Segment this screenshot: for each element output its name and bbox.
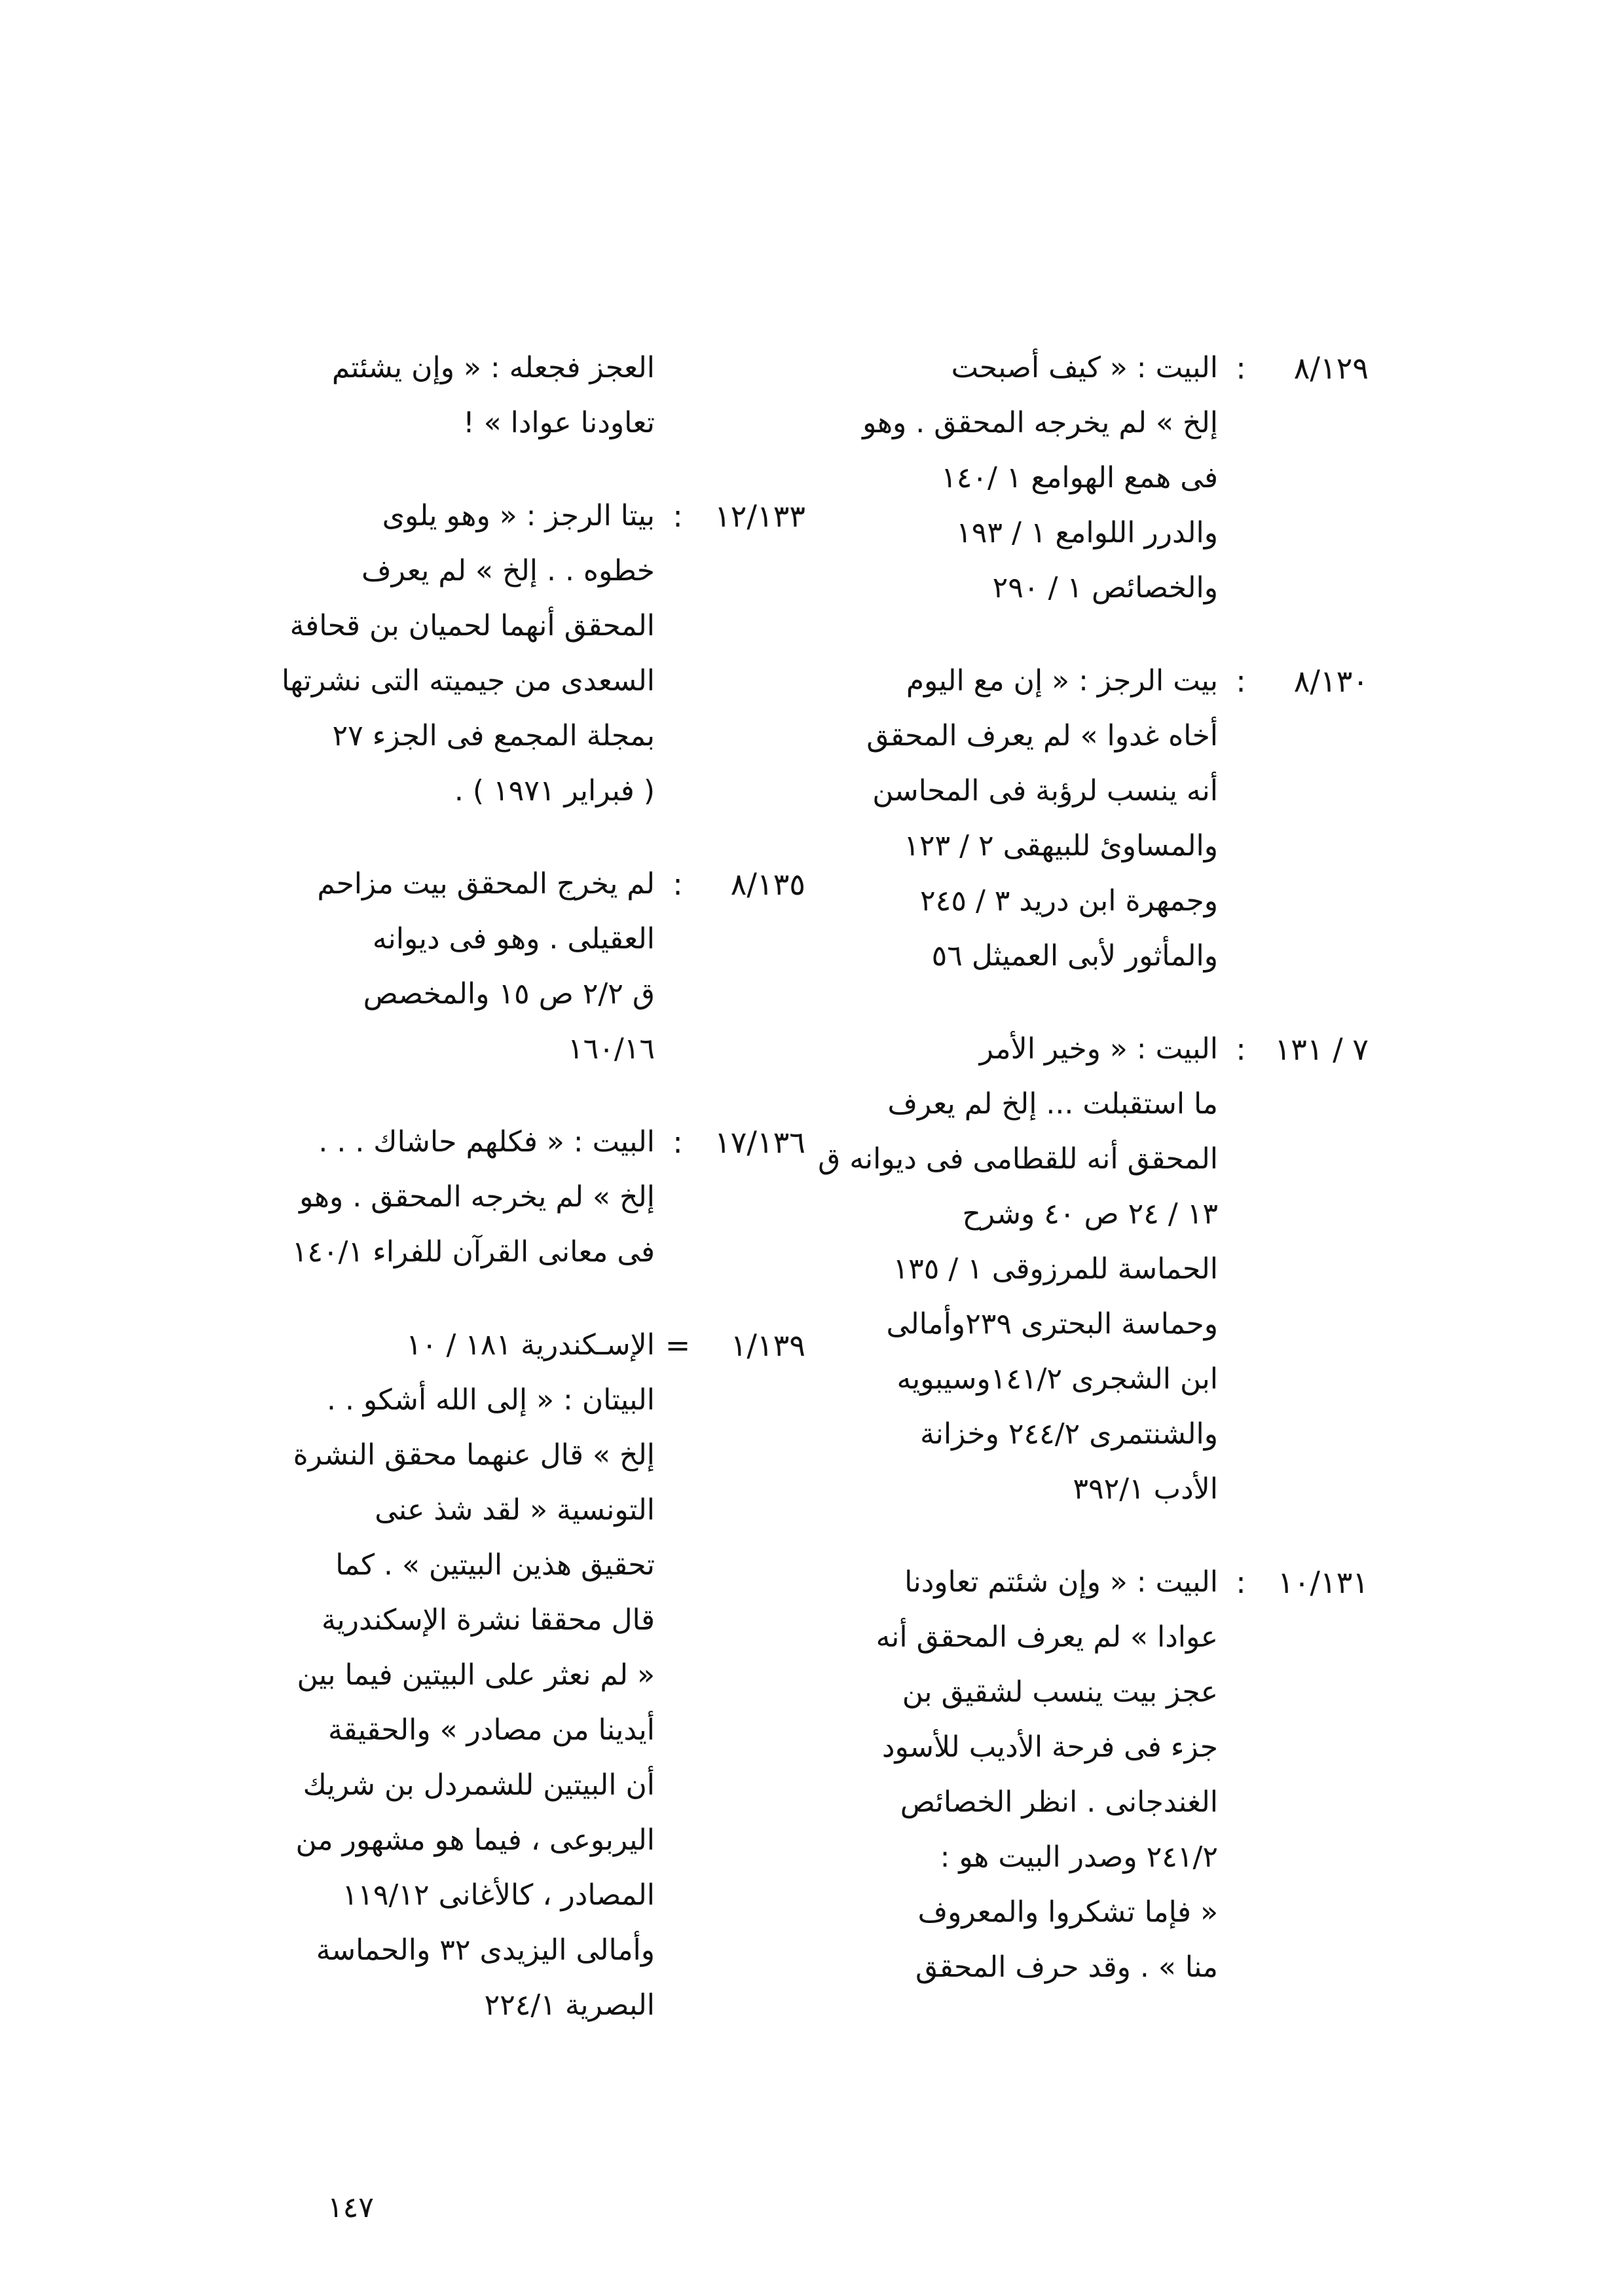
text-line: منا » . وقد حرف المحقق — [915, 1950, 1218, 1984]
text-line: البيت : « وإن شئتم تعاودنا — [904, 1565, 1218, 1599]
note-entry — [229, 489, 805, 819]
note-entry — [229, 857, 805, 1077]
entry-separator: : — [1236, 1565, 1246, 1600]
entry-reference: ٨/١٣٠ — [1293, 663, 1369, 699]
note-entry — [229, 1318, 805, 2033]
text-line: وحماسة البحترى ٢٣٩وأمالى — [886, 1307, 1218, 1341]
entry-reference: ١٢/١٣٣ — [714, 498, 805, 534]
text-line: والدرر اللوامع ١ / ١٩٣ — [956, 516, 1218, 550]
text-line: اليربوعى ، فيما هو مشهور من — [295, 1823, 655, 1857]
text-line: بيت الرجز : « إن مع اليوم — [906, 664, 1218, 698]
note-entry — [792, 1022, 1369, 1517]
text-line: والمساوئ للبيهقى ٢ / ١٢٣ — [904, 829, 1218, 863]
text-line: البيت : « وخير الأمر — [979, 1032, 1218, 1066]
continuation-text — [229, 341, 655, 451]
text-line: عجز بيت ينسب لشقيق بن — [902, 1675, 1218, 1709]
page-number: ١٤٧ — [327, 2191, 374, 2224]
entry-reference: ١٧/١٣٦ — [714, 1125, 805, 1160]
text-line: الإسـكندرية ١٨١ / ١٠ — [406, 1328, 655, 1362]
entry-reference: ١٠/١٣١ — [1277, 1565, 1369, 1600]
text-line: الحماسة للمرزوقى ١ / ١٣٥ — [893, 1252, 1218, 1286]
entry-text — [229, 489, 655, 819]
text-line: والشنتمرى ٢٤٤/٢ وخزانة — [920, 1417, 1218, 1451]
entry-separator: : — [1236, 663, 1246, 699]
text-line: تحقيق هذين البيتين » . كما — [335, 1548, 655, 1582]
note-entry — [229, 1115, 805, 1280]
entry-separator: : — [673, 498, 683, 534]
text-line: وأمالى اليزيدى ٣٢ والحماسة — [316, 1933, 655, 1967]
text-line: السعدى من جيميته التى نشرتها — [281, 664, 655, 698]
entry-text — [792, 341, 1218, 616]
entry-text — [229, 1115, 655, 1280]
entry-reference: ٨/١٣٥ — [730, 867, 805, 902]
text-line: إلخ » لم يخرجه المحقق . وهو — [862, 406, 1218, 439]
text-line: التونسية « لقد شذ عنى — [375, 1493, 655, 1527]
text-line: تعاودنا عوادا » ! — [463, 406, 655, 439]
entry-separator: = — [665, 1328, 691, 1363]
text-line: ٢٤١/٢ وصدر البيت هو : — [940, 1840, 1218, 1874]
right-column — [792, 341, 1369, 2033]
text-line: البيت : « فكلهم حاشاك . . . — [318, 1125, 655, 1159]
entry-reference: ٨/١٢٩ — [1293, 350, 1369, 386]
text-line: الغندجانى . انظر الخصائص — [900, 1785, 1218, 1819]
text-line: المحقق أنهما لحميان بن قحافة — [289, 609, 655, 643]
text-line: ابن الشجرى ١٤١/٢وسيبويه — [896, 1362, 1218, 1396]
text-line: ( فبراير ١٩٧١ ) . — [454, 774, 655, 808]
text-line: فى همع الهوامع ١ /١٤٠ — [941, 461, 1218, 494]
entry-separator: : — [673, 1125, 683, 1160]
text-line: « لم نعثر على البيتين فيما بين — [297, 1658, 655, 1692]
text-line: بيتا الرجز : « وهو يلوى — [382, 499, 655, 532]
note-entry — [792, 654, 1369, 984]
note-entry — [792, 341, 1369, 616]
text-line: المصادر ، كالأغانى ١١٩/١٢ — [342, 1878, 655, 1912]
text-line: ١٣ / ٢٤ ص ٤٠ وشرح — [962, 1197, 1218, 1231]
left-column — [229, 341, 805, 2071]
text-line: « فإما تشكروا والمعروف — [917, 1895, 1218, 1929]
note-entry — [792, 1555, 1369, 1995]
text-line: بمجلة المجمع فى الجزء ٢٧ — [332, 719, 655, 753]
text-line: لم يخرج المحقق بيت مزاحم — [317, 867, 655, 901]
entry-text — [229, 857, 655, 1077]
text-line: قال محققا نشرة الإسكندرية — [321, 1603, 655, 1637]
text-line: والخصائص ١ / ٢٩٠ — [992, 571, 1218, 605]
entry-text — [792, 654, 1218, 984]
text-line: العقيلى . وهو فى ديوانه — [372, 922, 655, 956]
text-line: إلخ » قال عنهما محقق النشرة — [293, 1438, 655, 1472]
text-line: البصرية ٢٢٤/١ — [484, 1988, 655, 2022]
text-line: أنه ينسب لرؤبة فى المحاسن — [872, 774, 1218, 808]
text-line: العجز فجعله : « وإن يشئتم — [331, 351, 655, 384]
text-line: خطوه . . إلخ » لم يعرف — [361, 554, 655, 588]
text-line: إلخ » لم يخرجه المحقق . وهو — [299, 1180, 655, 1214]
text-line: البيت : « كيف أصبحت — [951, 351, 1218, 384]
entry-text — [792, 1555, 1218, 1995]
entry-text — [229, 1318, 655, 2033]
text-line: ما استقبلت ... إلخ لم يعرف — [887, 1087, 1218, 1121]
entry-reference: ٧ / ١٣١ — [1274, 1032, 1369, 1067]
text-line: أخاه غدوا » لم يعرف المحقق — [866, 719, 1218, 753]
text-line: المحقق أنه للقطامى فى ديوانه ق — [818, 1142, 1218, 1176]
text-line: ق ٢/٢ ص ١٥ والمخصص — [363, 977, 655, 1011]
text-line: الأدب ٣٩٢/١ — [1073, 1472, 1218, 1506]
entry-reference: ١/١٣٩ — [730, 1328, 805, 1363]
text-line: أيدينا من مصادر » والحقيقة — [327, 1713, 655, 1747]
entry-text — [792, 1022, 1218, 1517]
text-line: ١٦٠/١٦ — [568, 1032, 655, 1066]
text-line: جزء فى فرحة الأديب للأسود — [881, 1730, 1218, 1764]
text-line: البيتان : « إلى الله أشكو . . — [326, 1383, 655, 1417]
text-line: أن البيتين للشمردل بن شريك — [303, 1768, 655, 1802]
text-line: وجمهرة ابن دريد ٣ / ٢٤٥ — [920, 884, 1218, 918]
entry-separator: : — [1236, 1032, 1246, 1067]
entry-separator: : — [673, 867, 683, 902]
text-line: والمأثور لأبى العميثل ٥٦ — [931, 939, 1218, 973]
entry-separator: : — [1236, 350, 1246, 386]
text-line: عوادا » لم يعرف المحقق أنه — [876, 1620, 1218, 1654]
text-line: فى معانى القرآن للفراء ١٤٠/١ — [291, 1235, 655, 1269]
